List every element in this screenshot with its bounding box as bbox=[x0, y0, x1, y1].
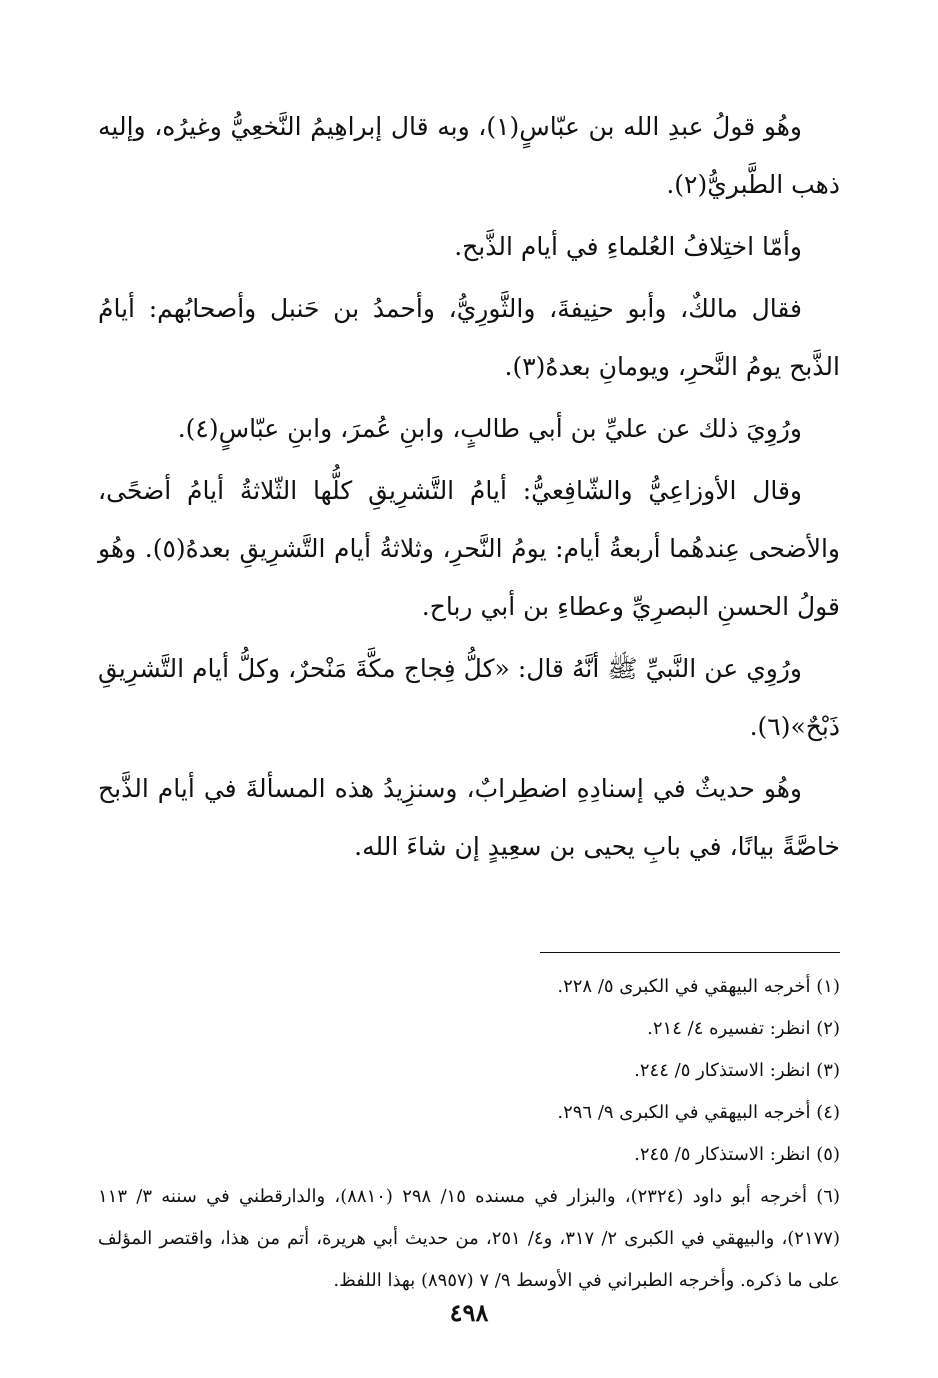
paragraph: وهُو حديثٌ في إسنادِهِ اضطِرابٌ، وسنزِيدُ هذه المسألةَ في أيام الذَّبح خاصَّةً بيانًا، في بابِ يحيى بن سعِيدٍ إن شاءَ الله. bbox=[98, 774, 840, 861]
page-number: ٤٩٨ bbox=[449, 1298, 489, 1327]
paragraph: وهُو قولُ عبدِ الله بن عبّاسٍ(١)، وبه قال إبراهِيمُ النَّخعِيُّ وغيرُه، وإليه ذهب الطَّبريُّ(٢). bbox=[98, 112, 840, 199]
footnote: (٢) انظر: تفسيره ٤/ ٢١٤. bbox=[647, 1018, 840, 1039]
footnote: (٣) انظر: الاستذكار ٥/ ٢٤٤. bbox=[634, 1060, 840, 1081]
paragraph: ورُوِي عن النَّبيِّ ﷺ أنَّهُ قال: «كلُّ فِجاج مكَّةَ مَنْحرٌ، وكلُّ أيام التَّشرِيقِ ذَبْحٌ»(٦). bbox=[98, 654, 840, 741]
footnote: (٤) أخرجه البيهقي في الكبرى ٩/ ٢٩٦. bbox=[557, 1102, 840, 1123]
document-page bbox=[98, 98, 840, 1338]
footnote: (٦) أخرجه أبو داود (٢٣٢٤)، والبزار في مسنده ١٥/ ٢٩٨ (٨٨١٠)، والدارقطني في سننه ٣/ ١١٣ (٢١٧٧)، والبيهقي في الكبرى ٢/ ٣١٧، و٤/ ٢٥١، من حديث أبي هريرة، أتم من هذا، واقتصر المؤلف على ما ذكره. وأخرجه الطبراني في الأوسط ٩/ ٧ (٨٩٥٧) بهذا اللفظ. bbox=[98, 1186, 840, 1291]
paragraph: ورُوِيَ ذلك عن عليِّ بن أبي طالبٍ، وابنِ عُمرَ، وابنِ عبّاسٍ(٤). bbox=[177, 414, 802, 443]
footnote-separator bbox=[540, 952, 840, 953]
main-text bbox=[98, 98, 840, 876]
footnotes bbox=[98, 966, 840, 1302]
paragraph: وأمّا اختِلافُ العُلماءِ في أيام الذَّبح. bbox=[454, 232, 802, 261]
paragraph: فقال مالكٌ، وأبو حنِيفةَ، والثَّورِيُّ، وأحمدُ بن حَنبل وأصحابُهم: أيامُ الذَّبح يومُ النَّحرِ، ويومانِ بعدهُ(٣). bbox=[98, 294, 840, 381]
footnote: (٥) انظر: الاستذكار ٥/ ٢٤٥. bbox=[634, 1144, 840, 1165]
paragraph: وقال الأوزاعِيُّ والشّافِعيُّ: أيامُ التَّشرِيقِ كلُّها الثّلاثةُ أيامُ أضحًى، والأضحى عِندهُما أربعةُ أيام: يومُ النَّحرِ، وثلاثةُ أيام التَّشرِيقِ بعدهُ(٥). وهُو قولُ الحسنِ البصرِيِّ وعطاءِ بن أبي رباح. bbox=[98, 476, 840, 621]
footnote: (١) أخرجه البيهقي في الكبرى ٥/ ٢٢٨. bbox=[557, 976, 840, 997]
